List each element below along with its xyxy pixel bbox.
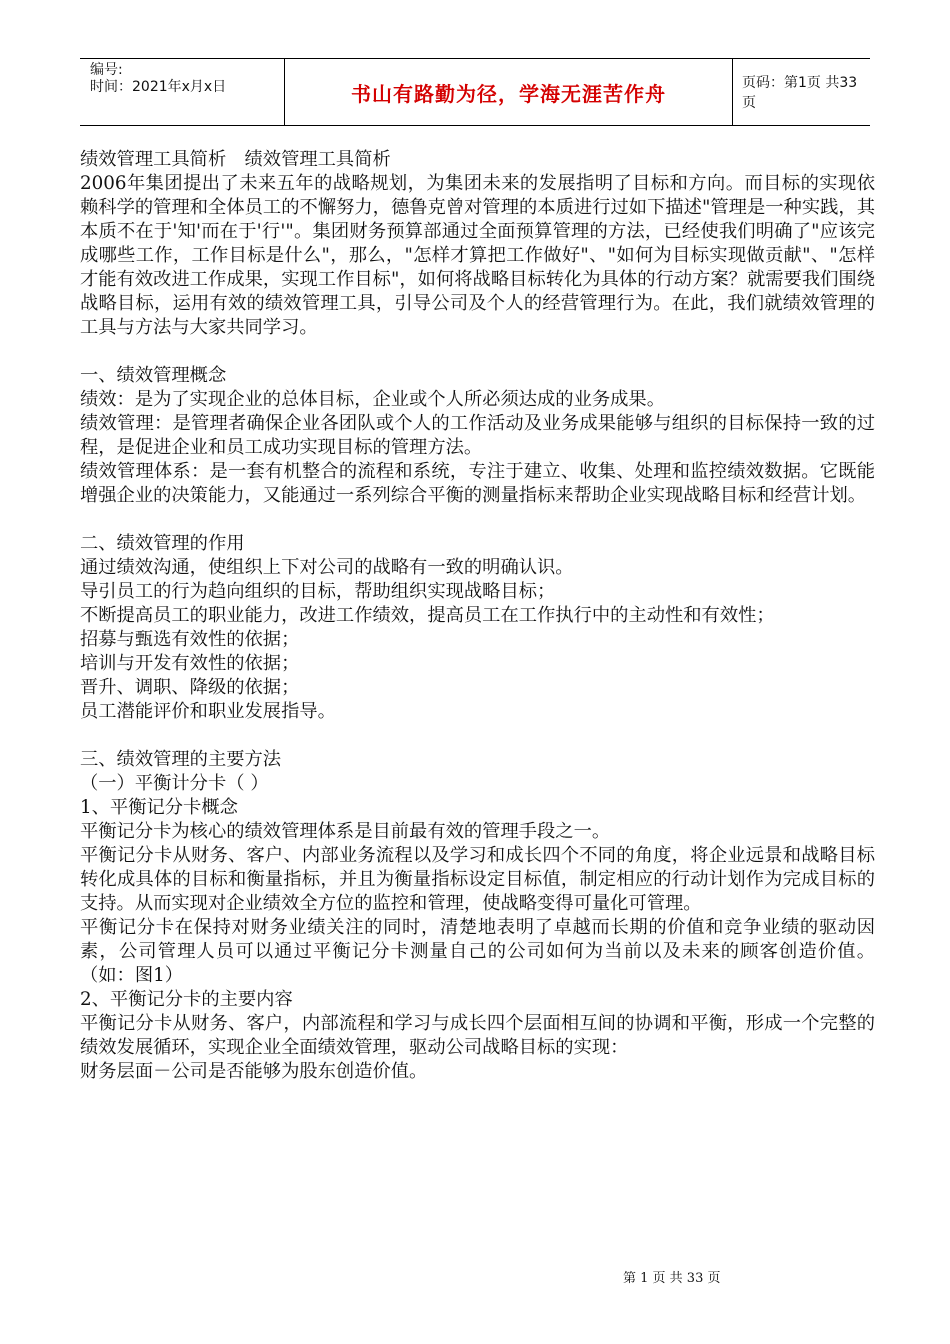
header-motto: 书山有路勤为径，学海无涯苦作舟 [351,81,666,106]
subsection-heading: 2、平衡记分卡的主要内容 [80,989,293,1010]
header-page-label: 页码：第1页 共33页 [742,75,858,111]
paragraph: 绩效管理：是管理者确保企业各团队或个人的工作活动及业务成果能够与组织的目标保持一致的过程，是促进企业和员工成功实现目标的管理方法。 [80,413,875,458]
section-heading: 三、绩效管理的主要方法 [80,749,282,770]
paragraph: 导引员工的行为趋向组织的目标，帮助组织实现战略目标； [80,581,556,602]
header-page-cell [732,59,870,125]
paragraph: 平衡记分卡为核心的绩效管理体系是目前最有效的管理手段之一。 [80,821,611,842]
document-body [80,148,875,1084]
blank-line [80,340,875,364]
paragraph: 培训与开发有效性的依据； [80,653,300,674]
paragraph: 2006年集团提出了未来五年的战略规划，为集团未来的发展指明了目标和方向。而目标的实现依赖科学的管理和全体员工的不懈努力，德鲁克曾对管理的本质进行过如下描述"管理是一种实践，其本质不在于'知'而在于'行'"。集团财务预算部通过全面预算管理的方法，已经使我们明确了"应该完成哪些工作，工作目标是什么"，那么，"怎样才算把工作做好"、"如何为目标实现做贡献"、"怎样才能有效改进工作成果，实现工作目标"，如何将战略目标转化为具体的行动方案？就需要我们围绕战略目标，运用有效的绩效管理工具，引导公司及个人的经营管理行为。在此，我们就绩效管理的工具与方法与大家共同学习。 [80,173,875,338]
section-heading: 二、绩效管理的作用 [80,533,245,554]
subsection-heading: 1、平衡记分卡概念 [80,797,238,818]
paragraph: 财务层面－公司是否能够为股东创造价值。 [80,1061,428,1082]
document-number-label: 编号: [90,62,123,78]
paragraph: 员工潜能评价和职业发展指导。 [80,701,336,722]
paragraph: 不断提高员工的职业能力，改进工作绩效，提高员工在工作执行中的主动性和有效性； [80,605,775,626]
page-footer: 第 1 页 共 33 页 [623,1271,721,1286]
paragraph: 平衡记分卡从财务、客户，内部流程和学习与成长四个层面相互间的协调和平衡，形成一个完整的绩效发展循环，实现企业全面绩效管理，驱动公司战略目标的实现： [80,1013,875,1058]
header-motto-cell [285,59,733,125]
section-heading: 一、绩效管理概念 [80,365,227,386]
blank-line [80,508,875,532]
paragraph: 平衡记分卡在保持对财务业绩关注的同时，清楚地表明了卓越而长期的价值和竞争业绩的驱动因素，公司管理人员可以通过平衡记分卡测量自己的公司如何为当前以及未来的顾客创造价值。（如：图1） [80,917,875,986]
paragraph: 招募与甄选有效性的依据； [80,629,300,650]
paragraph: 绩效管理体系：是一套有机整合的流程和系统，专注于建立、收集、处理和监控绩效数据。它既能增强企业的决策能力，又能通过一系列综合平衡的测量指标来帮助企业实现战略目标和经营计划。 [80,461,875,506]
paragraph: 晋升、调职、降级的依据； [80,677,300,698]
paragraph: 通过绩效沟通，使组织上下对公司的战略有一致的明确认识。 [80,557,574,578]
paragraph: 绩效：是为了实现企业的总体目标，企业或个人所必须达成的业务成果。 [80,389,665,410]
subsection-heading: （一）平衡计分卡（ ） [80,773,269,794]
header-meta [80,59,285,125]
blank-line [80,724,875,748]
document-time-label: 时间：2021年x月x日 [90,79,227,95]
page-header [80,58,870,126]
paragraph: 绩效管理工具简析 绩效管理工具简析 [80,149,391,170]
paragraph: 平衡记分卡从财务、客户、内部业务流程以及学习和成长四个不同的角度，将企业远景和战略目标转化成具体的目标和衡量指标，并且为衡量指标设定目标值，制定相应的行动计划作为完成目标的支持。从而实现对企业绩效全方位的监控和管理，使战略变得可量化可管理。 [80,845,875,914]
